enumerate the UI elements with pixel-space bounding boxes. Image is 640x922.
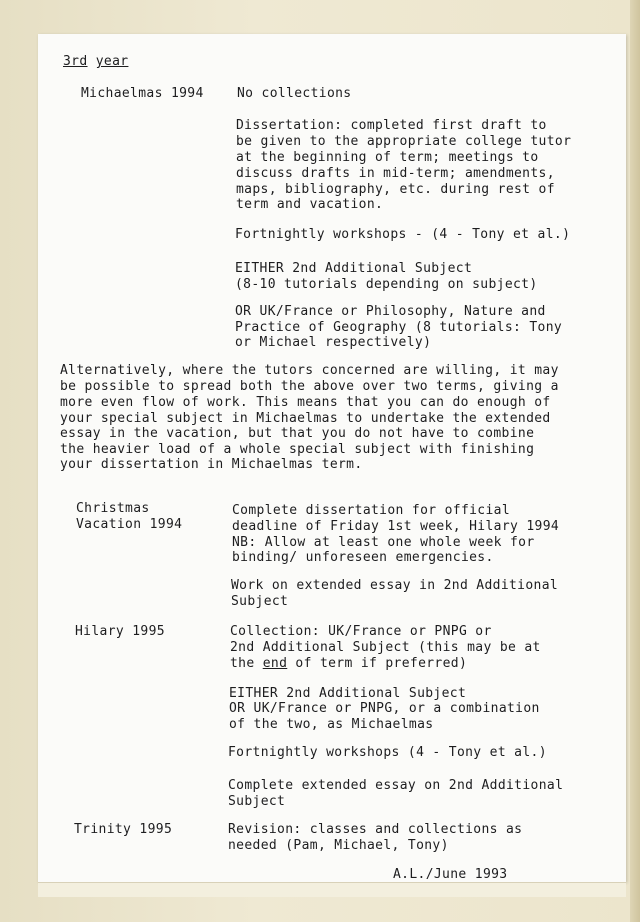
heading-word-1: 3rd <box>63 54 88 69</box>
heading-word-2: year <box>95 54 129 69</box>
michaelmas-collections: No collections <box>237 86 352 101</box>
hilary-either-line: of the two, as Michaelmas <box>229 717 434 732</box>
christmas-label-line-2: Vacation 1994 <box>76 517 183 532</box>
collection-text: of term if preferred) <box>287 656 468 671</box>
michaelmas-workshops: Fortnightly workshops - (4 - Tony et al.) <box>235 227 571 242</box>
revision-line: needed (Pam, Michael, Tony) <box>228 838 449 853</box>
collection-text: the <box>230 656 263 671</box>
dissertation-line: maps, bibliography, etc. during rest of <box>236 182 555 197</box>
binder-edge <box>630 0 640 922</box>
or-line: OR UK/France or Philosophy, Nature and <box>235 304 546 319</box>
collection-line <box>230 656 467 672</box>
essay-line: Subject <box>228 794 286 809</box>
dissertation-line: term and vacation. <box>236 197 384 212</box>
trinity-label: Trinity 1995 <box>74 822 173 837</box>
alternatively-line: more even flow of work. This means that you can do enough of <box>60 395 551 410</box>
complete-line: Complete dissertation for official <box>232 503 511 518</box>
complete-line: binding/ unforeseen emergencies. <box>232 550 494 565</box>
hilary-workshops: Fortnightly workshops (4 - Tony et al.) <box>228 745 547 760</box>
alternatively-line: your special subject in Michaelmas to undertake the extended <box>60 411 551 426</box>
work-line: Work on extended essay in 2nd Additional <box>231 578 559 593</box>
dissertation-line: be given to the appropriate college tutor <box>236 134 572 149</box>
dissertation-line: Dissertation: completed first draft to <box>236 118 547 133</box>
hilary-either-line: OR UK/France or PNPG, or a combination <box>229 701 540 716</box>
or-line: or Michael respectively) <box>235 335 432 350</box>
alternatively-line: be possible to spread both the above over two terms, giving a <box>60 379 559 394</box>
alternatively-line: the heavier load of a whole special subject with finishing <box>60 442 535 457</box>
michaelmas-label: Michaelmas 1994 <box>81 86 204 101</box>
dissertation-line: discuss drafts in mid-term; amendments, <box>236 166 555 181</box>
alternatively-line: your dissertation in Michaelmas term. <box>60 457 363 472</box>
work-line: Subject <box>231 594 289 609</box>
hilary-either-line: EITHER 2nd Additional Subject <box>229 686 467 701</box>
either-line: EITHER 2nd Additional Subject <box>235 261 473 276</box>
alternatively-line: essay in the vacation, but that you do not have to combine <box>60 426 535 441</box>
alternatively-line: Alternatively, where the tutors concerned are willing, it may <box>60 363 559 378</box>
complete-line: deadline of Friday 1st week, Hilary 1994 <box>232 519 560 534</box>
collection-emphasis: end <box>262 656 288 671</box>
revision-line: Revision: classes and collections as <box>228 822 523 837</box>
either-line: (8-10 tutorials depending on subject) <box>235 277 538 292</box>
collection-line: 2nd Additional Subject (this may be at <box>230 640 541 655</box>
essay-line: Complete extended essay on 2nd Additional <box>228 778 564 793</box>
christmas-label-line-1: Christmas <box>76 501 150 516</box>
or-line: Practice of Geography (8 tutorials: Tony <box>235 320 563 335</box>
section-heading <box>63 54 128 70</box>
complete-line: NB: Allow at least one whole week for <box>232 535 535 550</box>
sheet-bottom-strip <box>38 882 626 897</box>
author-date: A.L./June 1993 <box>393 867 508 882</box>
collection-line: Collection: UK/France or PNPG or <box>230 624 492 639</box>
hilary-label: Hilary 1995 <box>75 624 165 639</box>
dissertation-line: at the beginning of term; meetings to <box>236 150 539 165</box>
